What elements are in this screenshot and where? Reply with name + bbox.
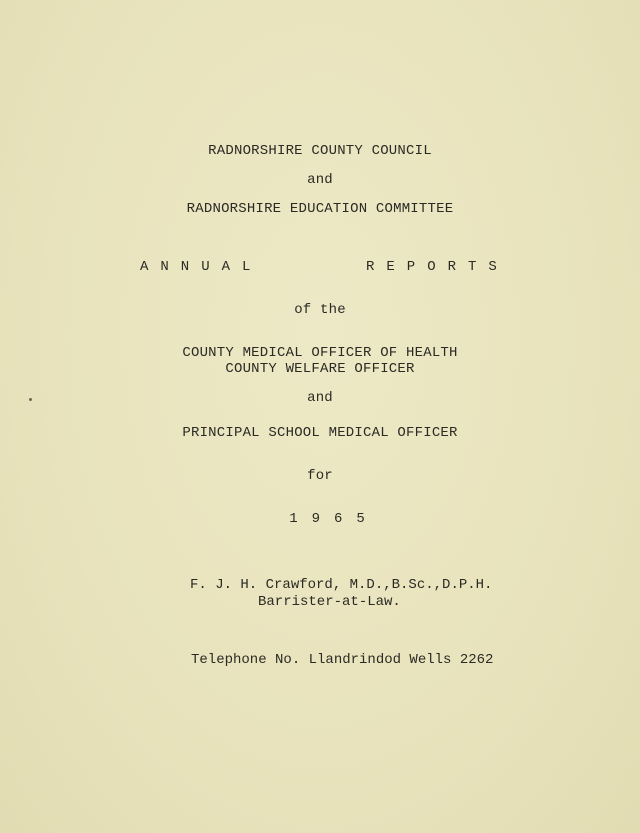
- report-year: 1965: [289, 511, 379, 527]
- annual-word: ANNUAL: [140, 259, 263, 275]
- welfare-officer: COUNTY WELFARE OFFICER: [225, 361, 415, 377]
- conjunction-and: and: [307, 172, 333, 188]
- medical-officer-health: COUNTY MEDICAL OFFICER OF HEALTH: [182, 345, 458, 361]
- reports-word: REPORTS: [366, 259, 509, 275]
- telephone-line: Telephone No. Llandrindod Wells 2262: [191, 652, 494, 668]
- conjunction-and-2: and: [307, 390, 333, 406]
- author-name: F. J. H. Crawford, M.D.,B.Sc.,D.P.H.: [190, 577, 493, 593]
- author-title: Barrister-at-Law.: [258, 594, 401, 610]
- annual-reports-heading: [0, 259, 640, 275]
- committee-title: RADNORSHIRE EDUCATION COMMITTEE: [186, 201, 454, 217]
- of-the-text: of the: [294, 302, 346, 318]
- school-medical-officer: PRINCIPAL SCHOOL MEDICAL OFFICER: [182, 425, 458, 441]
- for-text: for: [307, 468, 333, 484]
- council-title: RADNORSHIRE COUNTY COUNCIL: [208, 143, 432, 159]
- paper-speck: [29, 398, 32, 401]
